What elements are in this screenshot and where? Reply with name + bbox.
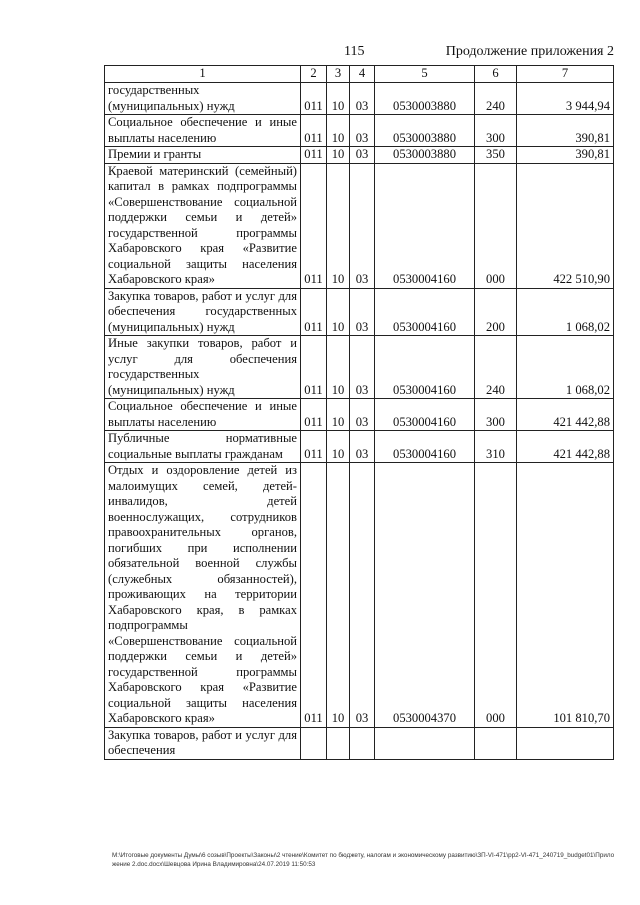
cell-amount: 421 442,88 — [517, 431, 614, 463]
column-header: 5 — [375, 66, 475, 83]
cell-ministry: 011 — [301, 431, 327, 463]
cell-target-article: 0530003880 — [375, 147, 475, 164]
cell-subsection: 03 — [350, 83, 375, 115]
table-row — [105, 336, 614, 399]
row-name: Социальное обеспечение и иные выплаты населению — [105, 115, 301, 147]
cell-ministry: 011 — [301, 147, 327, 164]
row-name: Иные закупки товаров, работ и услуг для обеспечения государственных (муниципальных) нужд — [105, 336, 301, 399]
cell-ministry — [301, 727, 327, 759]
budget-table — [104, 65, 614, 760]
cell-expense-type: 200 — [475, 288, 517, 336]
row-name: Социальное обеспечение и иные выплаты населению — [105, 399, 301, 431]
cell-ministry: 011 — [301, 115, 327, 147]
cell-subsection — [350, 727, 375, 759]
page-number: 115 — [344, 44, 365, 59]
table-row — [105, 399, 614, 431]
table-row — [105, 83, 614, 115]
cell-section: 10 — [327, 431, 350, 463]
column-header: 6 — [475, 66, 517, 83]
cell-amount — [517, 727, 614, 759]
cell-expense-type — [475, 727, 517, 759]
cell-amount: 421 442,88 — [517, 399, 614, 431]
cell-expense-type: 350 — [475, 147, 517, 164]
column-header: 7 — [517, 66, 614, 83]
row-name: государственных (муниципальных) нужд — [105, 83, 301, 115]
cell-target-article: 0530004160 — [375, 336, 475, 399]
cell-ministry: 011 — [301, 288, 327, 336]
row-name: Краевой материнский (семейный) капитал в рамках подпрограммы «Совершенствование социальной поддержки семьи и детей» государственной программы Хабаровского края «Развитие социальной защиты населения Хабаровского края» — [105, 163, 301, 288]
cell-expense-type: 300 — [475, 399, 517, 431]
cell-section: 10 — [327, 147, 350, 164]
cell-target-article: 0530004160 — [375, 163, 475, 288]
cell-section — [327, 727, 350, 759]
table-row — [105, 147, 614, 164]
table-row — [105, 163, 614, 288]
cell-section: 10 — [327, 163, 350, 288]
cell-subsection: 03 — [350, 115, 375, 147]
cell-subsection: 03 — [350, 336, 375, 399]
cell-expense-type: 300 — [475, 115, 517, 147]
column-header: 1 — [105, 66, 301, 83]
column-number-row — [105, 66, 614, 83]
table-row — [105, 288, 614, 336]
cell-amount: 1 068,02 — [517, 336, 614, 399]
cell-ministry: 011 — [301, 163, 327, 288]
cell-section: 10 — [327, 463, 350, 728]
cell-amount: 390,81 — [517, 147, 614, 164]
cell-section: 10 — [327, 288, 350, 336]
column-header: 4 — [350, 66, 375, 83]
cell-section: 10 — [327, 336, 350, 399]
cell-section: 10 — [327, 83, 350, 115]
cell-expense-type: 310 — [475, 431, 517, 463]
cell-target-article: 0530003880 — [375, 115, 475, 147]
cell-amount: 390,81 — [517, 115, 614, 147]
row-name: Закупка товаров, работ и услуг для обеспечения государственных (муниципальных) нужд — [105, 288, 301, 336]
cell-ministry: 011 — [301, 83, 327, 115]
cell-expense-type: 000 — [475, 463, 517, 728]
cell-expense-type: 240 — [475, 83, 517, 115]
cell-target-article: 0530004160 — [375, 399, 475, 431]
row-name: Отдых и оздоровление детей из малоимущих семей, детей-инвалидов, детей военнослужащих, сотрудников правоохранительных органов, погибших при исполнении обязательной военной службы (служебных обязанностей), проживающих на территории Хабаровского края, в рамках подпрограммы «Совершенствование социальной поддержки семьи и детей» государственной программы Хабаровского края «Развитие социальной защиты населения Хабаровского края» — [105, 463, 301, 728]
table-row — [105, 463, 614, 728]
cell-ministry: 011 — [301, 399, 327, 431]
column-header: 3 — [327, 66, 350, 83]
table-row — [105, 727, 614, 759]
cell-section: 10 — [327, 115, 350, 147]
row-name: Закупка товаров, работ и услуг для обеспечения — [105, 727, 301, 759]
continuation-label: Продолжение приложения 2 — [445, 44, 614, 59]
row-name: Публичные нормативные социальные выплаты гражданам — [105, 431, 301, 463]
cell-subsection: 03 — [350, 147, 375, 164]
cell-subsection: 03 — [350, 463, 375, 728]
cell-section: 10 — [327, 399, 350, 431]
cell-expense-type: 240 — [475, 336, 517, 399]
cell-target-article: 0530004160 — [375, 431, 475, 463]
cell-expense-type: 000 — [475, 163, 517, 288]
cell-target-article: 0530003880 — [375, 83, 475, 115]
table-row — [105, 115, 614, 147]
cell-amount: 422 510,90 — [517, 163, 614, 288]
cell-subsection: 03 — [350, 163, 375, 288]
document-path-footer: M:\Итоговые документы Думы\6 созыв\Проекты\Законы\2 чтение\Комитет по бюджету, налогам и экономическому развитию\ЗП-VI-471\рр2-VI-471_240719_budget01\Приложение 2.doc.docx\Шевцова Ирина Владимировна\24.07.2019 11:50:53 — [112, 852, 615, 868]
cell-subsection: 03 — [350, 288, 375, 336]
cell-amount: 101 810,70 — [517, 463, 614, 728]
cell-ministry: 011 — [301, 336, 327, 399]
cell-target-article: 0530004370 — [375, 463, 475, 728]
cell-subsection: 03 — [350, 399, 375, 431]
cell-target-article — [375, 727, 475, 759]
cell-amount: 3 944,94 — [517, 83, 614, 115]
cell-subsection: 03 — [350, 431, 375, 463]
row-name: Премии и гранты — [105, 147, 301, 164]
cell-ministry: 011 — [301, 463, 327, 728]
column-header: 2 — [301, 66, 327, 83]
cell-target-article: 0530004160 — [375, 288, 475, 336]
table-row — [105, 431, 614, 463]
cell-amount: 1 068,02 — [517, 288, 614, 336]
